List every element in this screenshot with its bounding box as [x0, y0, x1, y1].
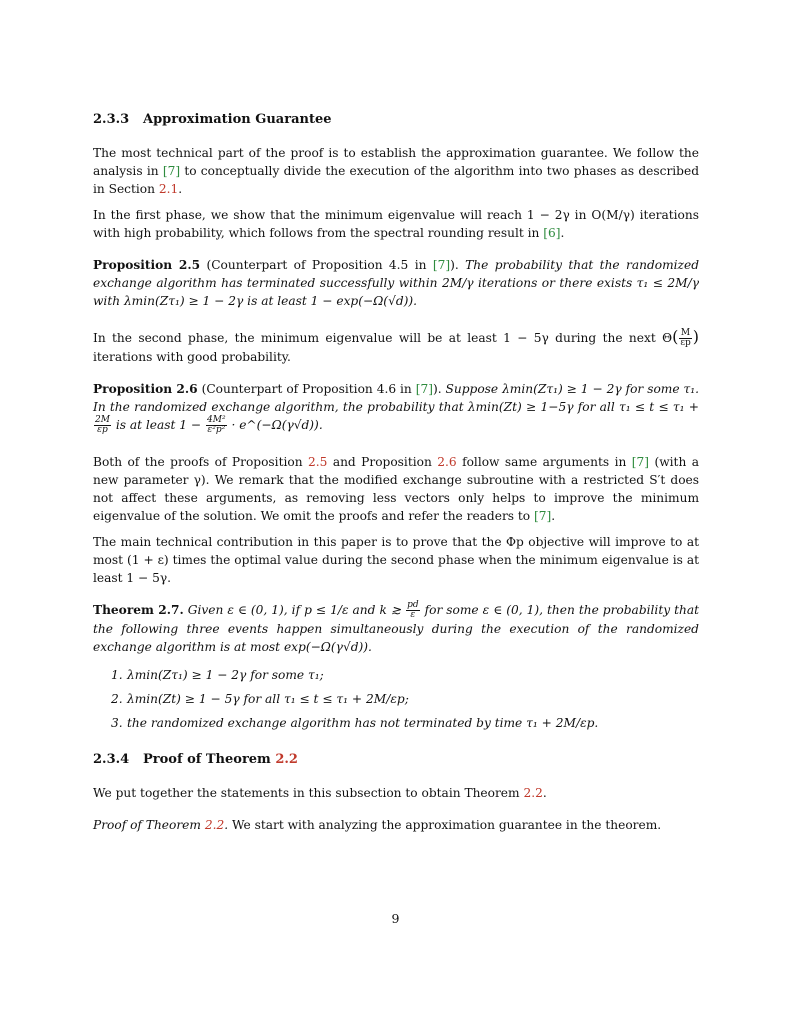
proposition-title: Proposition 2.5 — [93, 258, 201, 272]
text: . — [542, 786, 547, 800]
item-text: λmin(Zτ₁) ≥ 1 − 2γ for some τ₁; — [127, 668, 324, 682]
section-heading-2-3-4 — [93, 750, 699, 770]
list-item — [111, 714, 699, 732]
item-text: the randomized exchange algorithm has not terminated by time τ₁ + 2M/εp. — [127, 716, 599, 730]
text: Both of the proofs of Proposition — [93, 455, 308, 469]
proposition-statement: is at least 1 − — [115, 418, 206, 432]
text: . — [560, 226, 565, 240]
text: In the second phase, the minimum eigenvalue will be at least 1 − 5γ during the next Θ — [93, 331, 673, 345]
proposition-2-5 — [93, 256, 699, 310]
paragraph-contribution: The main technical contribution in this paper is to prove that the Φp objective will improve to at most (1 + ε) times the optimal value during the second phase when the minimum eigenvalue is at least 1 − 5γ. — [93, 535, 699, 585]
proof-label: . — [224, 818, 229, 832]
paragraph-second-phase: In the second phase, the minimum eigenvalue will be at least 1 − 5γ during the next Θ( $\frac{M}{\varepsilon p}$ ) iterations with good probability. — [93, 327, 699, 364]
theorem-2-7 — [93, 601, 699, 656]
fraction — [679, 329, 691, 348]
frac-numerator: M — [680, 328, 691, 338]
text: (with a new parameter γ). We remark that the modified exchange subroutine with a restricted S′t does not affect these arguments, as removing less vectors only helps to improve the minimum eigenvalue of the solution. We omit the proofs and refer the readers to — [93, 455, 699, 523]
text: We start with analyzing the approximation guarantee in the theorem. — [228, 818, 662, 832]
theorem-ref-link[interactable]: 2.2 — [275, 752, 298, 767]
item-number: 1. — [111, 668, 123, 682]
theorem-ref-link[interactable]: 2.2 — [204, 818, 225, 832]
section-title: Proof of Theorem — [143, 752, 276, 767]
text: ). — [432, 382, 442, 396]
paragraph-intro — [93, 144, 699, 198]
citation-link[interactable]: [6] — [543, 226, 561, 240]
paragraph-put-together — [93, 784, 699, 802]
text: iterations with good probability. — [93, 350, 291, 364]
list-item — [111, 666, 699, 684]
proposition-ref-link[interactable]: 2.6 — [437, 455, 457, 469]
frac-numerator: 4M² — [207, 415, 226, 425]
fraction — [406, 601, 420, 620]
text: . — [551, 509, 556, 523]
frac-denominator: ε²p² — [207, 425, 226, 435]
text: (Counterpart of Proposition 4.5 in — [206, 258, 433, 272]
theorem-statement: for some ε ∈ (0, 1), then the probability that the following three events happen simultaneously during the execution of the randomized exchange algorithm is at most exp(−Ω(γ√d)). — [93, 603, 700, 654]
item-number: 2. — [111, 692, 123, 706]
proposition-ref-link[interactable]: 2.5 — [308, 455, 328, 469]
text: follow same arguments in — [456, 455, 632, 469]
proposition-title: Proposition 2.6 — [93, 382, 198, 396]
theorem-statement: Given ε ∈ (0, 1), if p ≤ 1/ε and k ≳ — [187, 603, 406, 617]
paragraph-proofs — [93, 453, 699, 525]
text: and Proposition — [327, 455, 438, 469]
text: . — [178, 182, 183, 196]
proof-start — [93, 816, 699, 834]
page-number: 9 — [391, 911, 400, 926]
proof-label: Proof of Theorem — [93, 818, 205, 832]
text: ). — [450, 258, 459, 272]
proposition-2-6 — [93, 380, 699, 435]
citation-link[interactable]: [7] — [162, 164, 181, 178]
proposition-statement: Suppose λmin(Zτ₁) ≥ 1 − 2γ for some τ₁. In the randomized exchange algorithm, the probability that λmin(Zt) ≥ 1−5γ for all τ₁ ≤ t ≤ τ₁ + — [93, 382, 699, 414]
section-number: 2.3.4 — [93, 752, 130, 767]
text: (Counterpart of Proposition 4.6 in — [201, 382, 416, 396]
citation-link[interactable]: [7] — [631, 455, 650, 469]
citation-link[interactable]: [7] — [432, 258, 451, 272]
theorem-title: Theorem 2.7. — [93, 603, 184, 617]
frac-denominator: εp — [97, 425, 108, 435]
list-item — [111, 690, 699, 708]
section-ref-link[interactable]: 2.1 — [158, 182, 179, 196]
citation-link[interactable]: [7] — [415, 382, 433, 396]
item-number: 3. — [111, 716, 123, 730]
fraction — [206, 416, 227, 435]
citation-link[interactable]: [7] — [534, 509, 552, 523]
paper-page — [93, 110, 699, 842]
section-heading-2-3-3 — [93, 110, 699, 130]
proposition-statement: · e^(−Ω(γ√d)). — [231, 418, 323, 432]
fraction — [94, 416, 111, 435]
frac-numerator: 2M — [95, 415, 110, 425]
frac-numerator: pd — [407, 600, 419, 610]
frac-denominator: εp — [680, 338, 691, 348]
text: In the first phase, we show that the minimum eigenvalue will reach 1 − 2γ in O(M/γ) iterations with high probability, which follows from the spectral rounding result in — [93, 208, 699, 240]
text: We put together the statements in this subsection to obtain Theorem — [93, 786, 524, 800]
theorem-conditions-list — [93, 666, 699, 732]
section-title: Approximation Guarantee — [143, 112, 332, 127]
section-number: 2.3.3 — [93, 112, 130, 127]
text: The most technical part of the proof is to establish the approximation guarantee. We follow the analysis in — [93, 146, 699, 178]
proposition-statement: The probability that the randomized exchange algorithm has terminated successfully within 2M/γ iterations or there exists τ₁ ≤ 2M/γ with λmin(Zτ₁) ≥ 1 − 2γ is at least 1 − exp(−Ω(√d)). — [93, 258, 699, 308]
theorem-ref-link[interactable]: 2.2 — [523, 786, 543, 800]
item-text: λmin(Zt) ≥ 1 − 5γ for all τ₁ ≤ t ≤ τ₁ + 2M/εp; — [127, 692, 409, 706]
frac-denominator: ε — [410, 610, 416, 620]
text: to conceptually divide the execution of the algorithm into two phases as described in Section — [93, 164, 699, 196]
paragraph-first-phase — [93, 206, 699, 242]
